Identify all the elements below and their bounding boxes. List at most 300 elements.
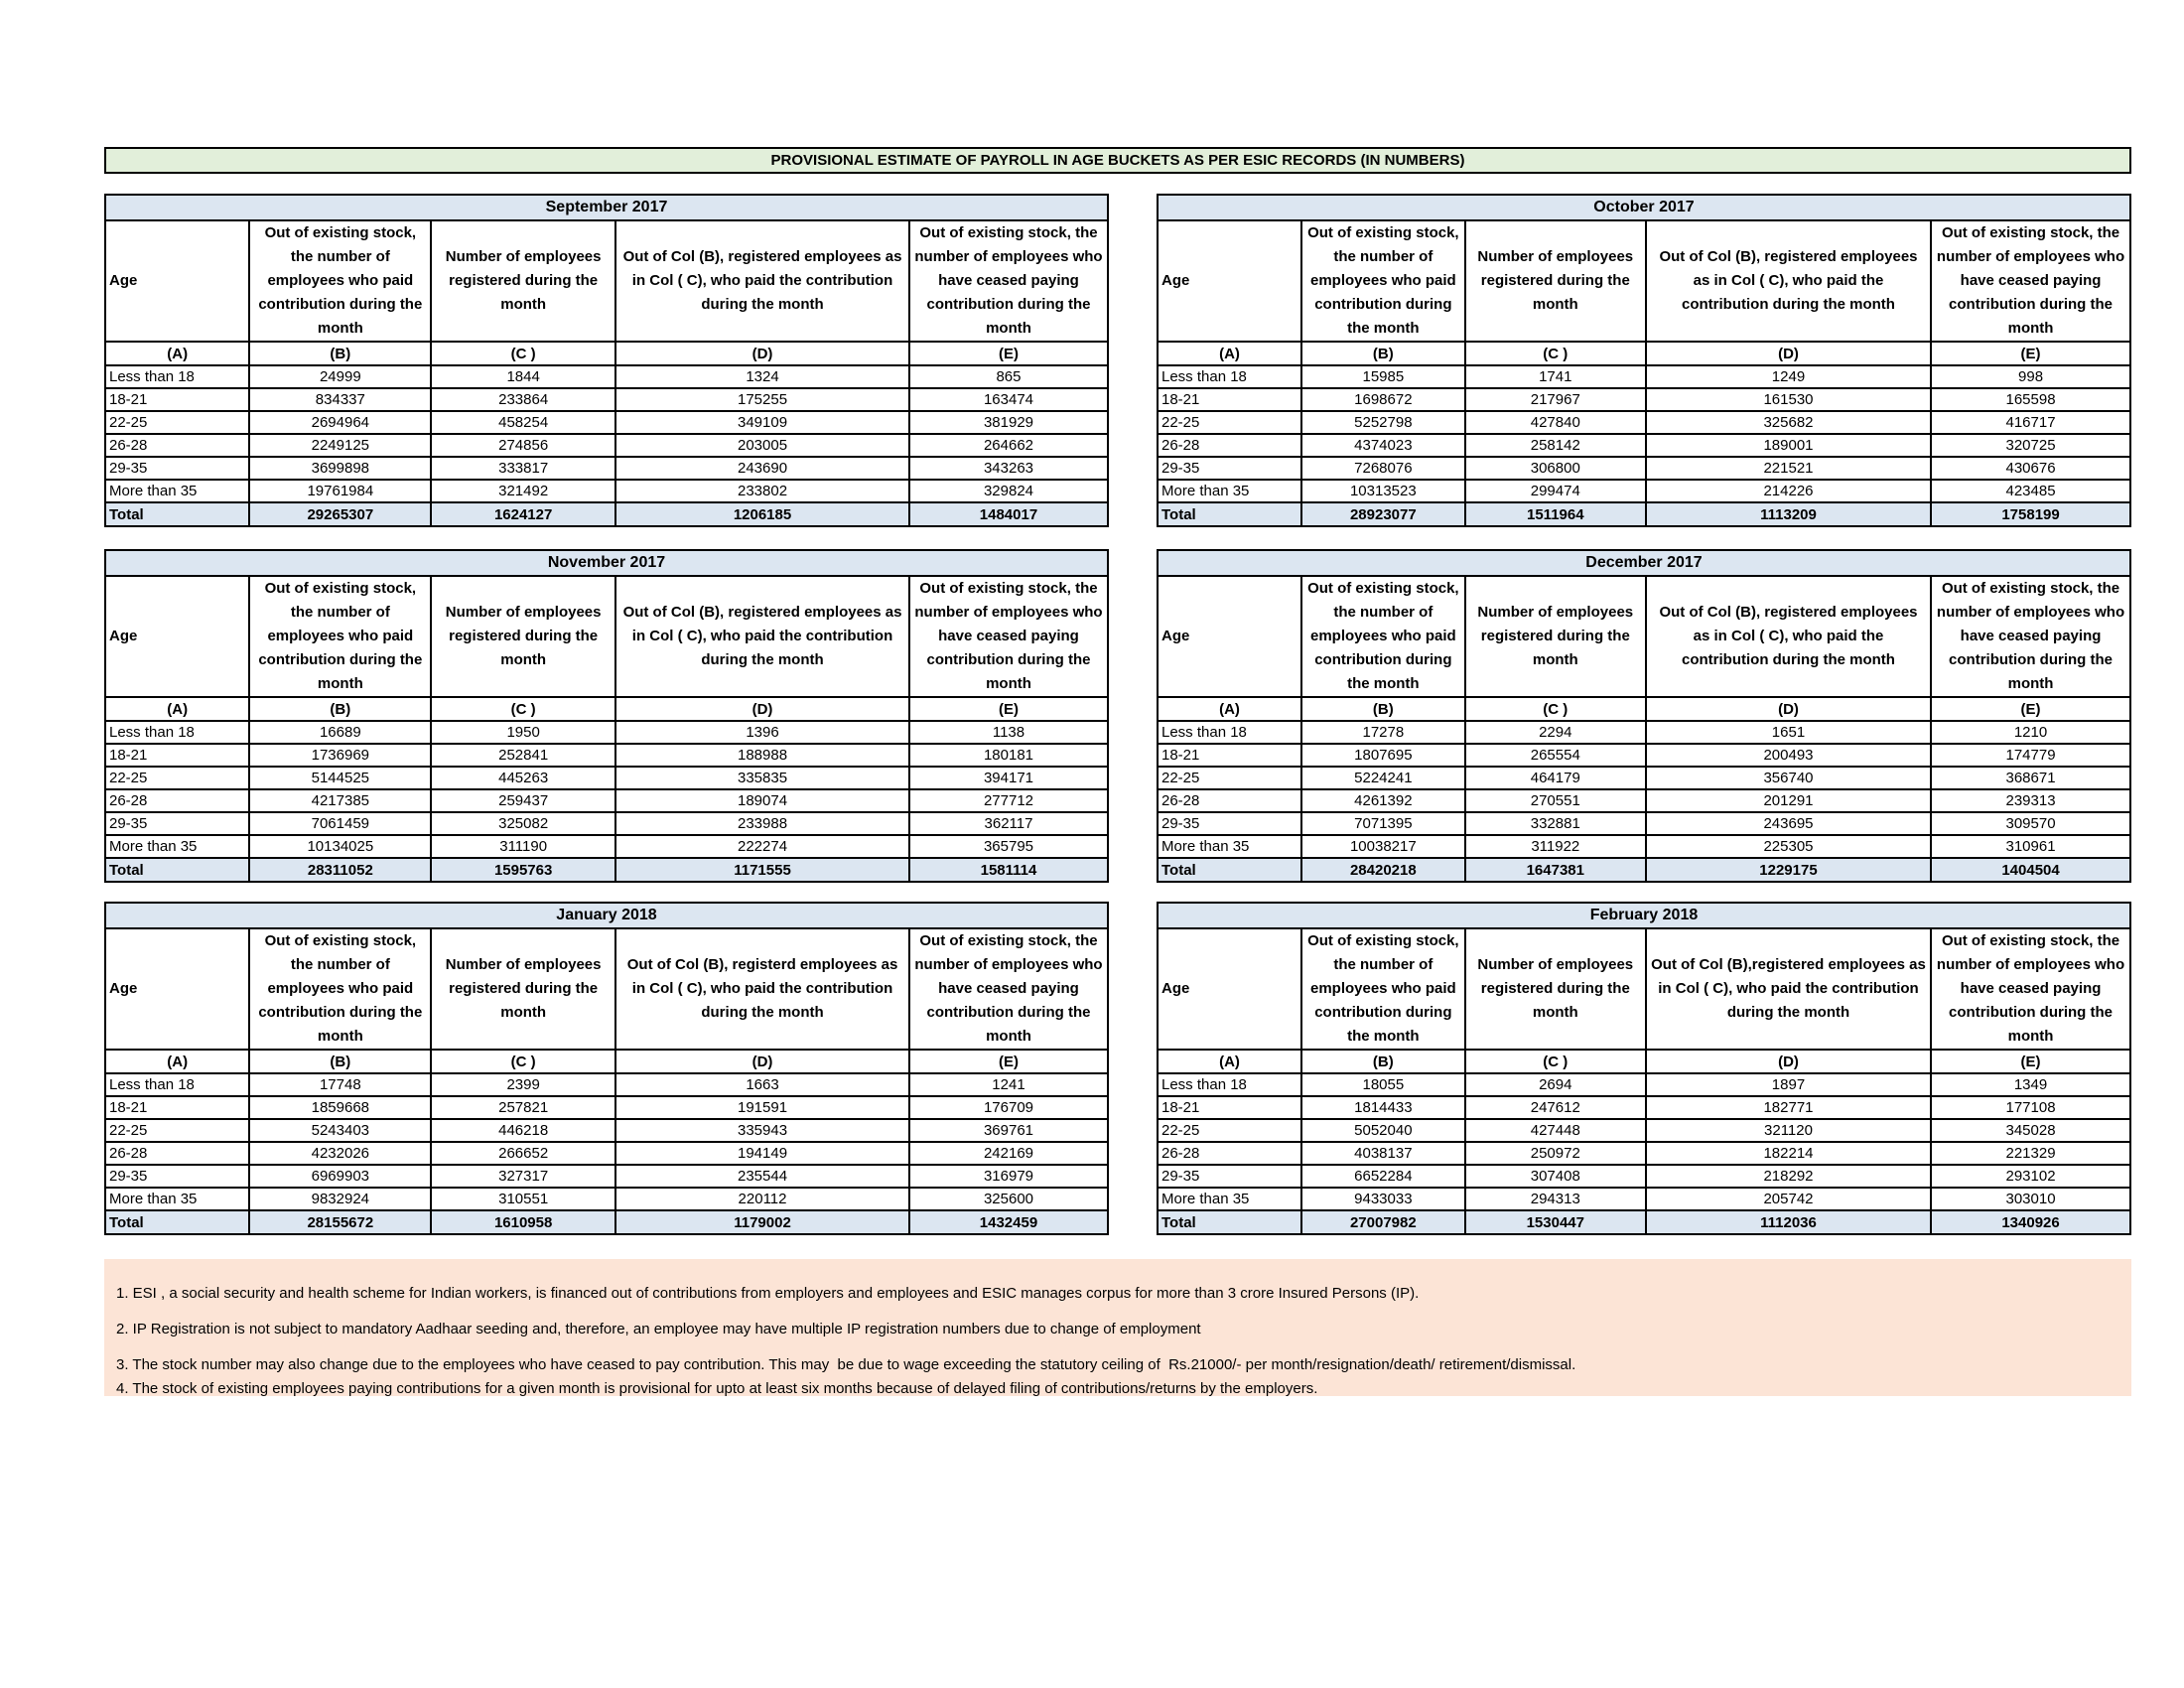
month-table-january-2018 (104, 902, 1109, 1235)
month-table-october-2017 (1157, 194, 2131, 527)
column-header-cell: Out of existing stock, the number of employees who paid contribution during the month (1301, 576, 1465, 697)
value-cell: 17748 (249, 1073, 431, 1096)
age-cell: 18-21 (105, 1096, 249, 1119)
value-cell: 19761984 (249, 480, 431, 502)
value-cell: 250972 (1465, 1142, 1646, 1165)
column-letters-row (105, 697, 1108, 721)
value-cell: 264662 (909, 434, 1108, 457)
age-cell: 18-21 (105, 388, 249, 411)
column-header-cell: Out of Col (B), registered employees as in Col ( C), who paid the contribution during the month (615, 576, 909, 697)
value-cell: 5052040 (1301, 1119, 1465, 1142)
column-letter-cell: (C ) (431, 697, 615, 721)
table-row (1158, 1119, 2130, 1142)
value-cell: 214226 (1646, 480, 1931, 502)
age-cell: 22-25 (105, 767, 249, 789)
total-label-cell: Total (105, 858, 249, 882)
value-cell: 233988 (615, 812, 909, 835)
total-row (1158, 1210, 2130, 1234)
value-cell: 233864 (431, 388, 615, 411)
value-cell: 4374023 (1301, 434, 1465, 457)
age-cell: 22-25 (1158, 411, 1301, 434)
value-cell: 24999 (249, 365, 431, 388)
column-headers-row (105, 220, 1108, 342)
value-cell: 194149 (615, 1142, 909, 1165)
total-value-cell: 28155672 (249, 1210, 431, 1234)
month-header: December 2017 (1158, 550, 2130, 576)
total-value-cell: 1404504 (1931, 858, 2130, 882)
value-cell: 2294 (1465, 721, 1646, 744)
value-cell: 369761 (909, 1119, 1108, 1142)
month-header: January 2018 (105, 903, 1108, 928)
value-cell: 218292 (1646, 1165, 1931, 1188)
value-cell: 325682 (1646, 411, 1931, 434)
value-cell: 243690 (615, 457, 909, 480)
value-cell: 430676 (1931, 457, 2130, 480)
table-row (1158, 721, 2130, 744)
month-header: February 2018 (1158, 903, 2130, 928)
total-value-cell: 28311052 (249, 858, 431, 882)
column-letter-cell: (D) (1646, 1050, 1931, 1073)
value-cell: 4232026 (249, 1142, 431, 1165)
value-cell: 243695 (1646, 812, 1931, 835)
value-cell: 332881 (1465, 812, 1646, 835)
value-cell: 362117 (909, 812, 1108, 835)
age-cell: Less than 18 (1158, 1073, 1301, 1096)
total-value-cell: 1595763 (431, 858, 615, 882)
column-letter-cell: (D) (1646, 342, 1931, 365)
column-header-cell: Out of existing stock, the number of employees who paid contribution during the month (249, 928, 431, 1050)
value-cell: 7268076 (1301, 457, 1465, 480)
age-cell: 26-28 (1158, 1142, 1301, 1165)
value-cell: 423485 (1931, 480, 2130, 502)
value-cell: 356740 (1646, 767, 1931, 789)
month-title-row (1158, 195, 2130, 220)
value-cell: 5252798 (1301, 411, 1465, 434)
age-cell: 26-28 (1158, 789, 1301, 812)
column-header-cell: Age (1158, 576, 1301, 697)
total-value-cell: 1624127 (431, 502, 615, 526)
age-cell: 18-21 (1158, 388, 1301, 411)
age-cell: 18-21 (105, 744, 249, 767)
total-value-cell: 1484017 (909, 502, 1108, 526)
month-table (1157, 902, 2131, 1235)
table-row (105, 1188, 1108, 1210)
value-cell: 1844 (431, 365, 615, 388)
value-cell: 191591 (615, 1096, 909, 1119)
total-row (1158, 502, 2130, 526)
column-letters-row (105, 1050, 1108, 1073)
value-cell: 329824 (909, 480, 1108, 502)
column-header-cell: Out of existing stock, the number of employees who paid contribution during the month (249, 220, 431, 342)
value-cell: 464179 (1465, 767, 1646, 789)
column-header-cell: Out of Col (B),registered employees as in Col ( C), who paid the contribution during the month (1646, 928, 1931, 1050)
total-value-cell: 1340926 (1931, 1210, 2130, 1234)
column-header-cell: Out of existing stock, the number of employees who paid contribution during the month (249, 576, 431, 697)
month-table (104, 902, 1109, 1235)
value-cell: 349109 (615, 411, 909, 434)
month-table-december-2017 (1157, 549, 2131, 883)
value-cell: 205742 (1646, 1188, 1931, 1210)
value-cell: 9433033 (1301, 1188, 1465, 1210)
month-table-february-2018 (1157, 902, 2131, 1235)
value-cell: 1814433 (1301, 1096, 1465, 1119)
total-row (105, 858, 1108, 882)
value-cell: 163474 (909, 388, 1108, 411)
age-cell: 26-28 (105, 1142, 249, 1165)
value-cell: 310551 (431, 1188, 615, 1210)
month-title-row (1158, 903, 2130, 928)
column-header-cell: Out of existing stock, the number of employees who paid contribution during the month (1301, 220, 1465, 342)
note-line: 2. IP Registration is not subject to mandatory Aadhaar seeding and, therefore, an employee may have multiple IP registration numbers due to change of employment (116, 1321, 1201, 1337)
note-line: 3. The stock number may also change due to the employees who have ceased to pay contribution. This may be due to wage exceeding the statutory ceiling of Rs.21000/- per month/resignation/death/ retirement/dismissal. (116, 1356, 1576, 1373)
age-cell: 26-28 (105, 789, 249, 812)
value-cell: 180181 (909, 744, 1108, 767)
table-row (105, 434, 1108, 457)
column-letters-row (105, 342, 1108, 365)
month-title-row (105, 903, 1108, 928)
value-cell: 266652 (431, 1142, 615, 1165)
value-cell: 458254 (431, 411, 615, 434)
table-row (105, 744, 1108, 767)
column-letters-row (1158, 697, 2130, 721)
value-cell: 18055 (1301, 1073, 1465, 1096)
value-cell: 327317 (431, 1165, 615, 1188)
column-letter-cell: (C ) (1465, 342, 1646, 365)
month-table (104, 549, 1109, 883)
value-cell: 5144525 (249, 767, 431, 789)
age-cell: Less than 18 (105, 365, 249, 388)
value-cell: 368671 (1931, 767, 2130, 789)
value-cell: 200493 (1646, 744, 1931, 767)
value-cell: 1210 (1931, 721, 2130, 744)
value-cell: 5224241 (1301, 767, 1465, 789)
value-cell: 175255 (615, 388, 909, 411)
value-cell: 325082 (431, 812, 615, 835)
value-cell: 394171 (909, 767, 1108, 789)
value-cell: 189001 (1646, 434, 1931, 457)
column-headers-row (105, 928, 1108, 1050)
value-cell: 311190 (431, 835, 615, 858)
value-cell: 177108 (1931, 1096, 2130, 1119)
column-letter-cell: (B) (249, 342, 431, 365)
age-cell: More than 35 (105, 480, 249, 502)
column-header-cell: Out of existing stock, the number of employees who paid contribution during the month (1301, 928, 1465, 1050)
total-value-cell: 1112036 (1646, 1210, 1931, 1234)
column-letter-cell: (B) (1301, 697, 1465, 721)
value-cell: 10313523 (1301, 480, 1465, 502)
column-letter-cell: (C ) (1465, 1050, 1646, 1073)
value-cell: 247612 (1465, 1096, 1646, 1119)
total-value-cell: 1581114 (909, 858, 1108, 882)
column-letter-cell: (B) (1301, 1050, 1465, 1073)
value-cell: 320725 (1931, 434, 2130, 457)
total-value-cell: 1758199 (1931, 502, 2130, 526)
value-cell: 1249 (1646, 365, 1931, 388)
value-cell: 201291 (1646, 789, 1931, 812)
column-header-cell: Out of existing stock, the number of employees who have ceased paying contribution during the month (909, 576, 1108, 697)
column-header-cell: Out of existing stock, the number of employees who have ceased paying contribution during the month (1931, 220, 2130, 342)
value-cell: 17278 (1301, 721, 1465, 744)
column-headers-row (105, 576, 1108, 697)
column-header-cell: Number of employees registered during the month (1465, 220, 1646, 342)
value-cell: 189074 (615, 789, 909, 812)
column-letter-cell: (E) (909, 1050, 1108, 1073)
value-cell: 1138 (909, 721, 1108, 744)
age-cell: 22-25 (1158, 1119, 1301, 1142)
value-cell: 445263 (431, 767, 615, 789)
value-cell: 252841 (431, 744, 615, 767)
month-table (104, 194, 1109, 527)
table-row (105, 1142, 1108, 1165)
column-letter-cell: (D) (615, 697, 909, 721)
value-cell: 188988 (615, 744, 909, 767)
value-cell: 3699898 (249, 457, 431, 480)
month-header: October 2017 (1158, 195, 2130, 220)
column-headers-row (1158, 928, 2130, 1050)
age-cell: Less than 18 (105, 1073, 249, 1096)
month-table (1157, 549, 2131, 883)
total-value-cell: 1179002 (615, 1210, 909, 1234)
table-row (105, 365, 1108, 388)
note-line: 1. ESI , a social security and health scheme for Indian workers, is financed out of contributions from employers and employees and ESIC manages corpus for more than 3 crore Insured Persons (IP). (116, 1285, 1420, 1302)
table-row (1158, 480, 2130, 502)
table-row (105, 1073, 1108, 1096)
value-cell: 4038137 (1301, 1142, 1465, 1165)
value-cell: 1807695 (1301, 744, 1465, 767)
total-value-cell: 28923077 (1301, 502, 1465, 526)
value-cell: 225305 (1646, 835, 1931, 858)
value-cell: 1349 (1931, 1073, 2130, 1096)
value-cell: 15985 (1301, 365, 1465, 388)
value-cell: 2249125 (249, 434, 431, 457)
table-row (105, 789, 1108, 812)
column-header-cell: Out of existing stock, the number of employees who have ceased paying contribution during the month (1931, 928, 2130, 1050)
table-row (1158, 388, 2130, 411)
value-cell: 203005 (615, 434, 909, 457)
value-cell: 427840 (1465, 411, 1646, 434)
month-table-november-2017 (104, 549, 1109, 883)
column-letter-cell: (E) (1931, 697, 2130, 721)
value-cell: 259437 (431, 789, 615, 812)
table-row (1158, 744, 2130, 767)
value-cell: 299474 (1465, 480, 1646, 502)
column-letter-cell: (C ) (431, 342, 615, 365)
table-row (105, 721, 1108, 744)
value-cell: 310961 (1931, 835, 2130, 858)
value-cell: 16689 (249, 721, 431, 744)
table-row (1158, 365, 2130, 388)
age-cell: 18-21 (1158, 744, 1301, 767)
total-value-cell: 29265307 (249, 502, 431, 526)
value-cell: 2399 (431, 1073, 615, 1096)
value-cell: 1663 (615, 1073, 909, 1096)
age-cell: 26-28 (105, 434, 249, 457)
age-cell: 29-35 (105, 1165, 249, 1188)
column-letter-cell: (E) (1931, 342, 2130, 365)
column-letter-cell: (E) (909, 697, 1108, 721)
column-letter-cell: (B) (249, 1050, 431, 1073)
value-cell: 1859668 (249, 1096, 431, 1119)
table-row (105, 411, 1108, 434)
value-cell: 1741 (1465, 365, 1646, 388)
value-cell: 335943 (615, 1119, 909, 1142)
table-row (105, 767, 1108, 789)
value-cell: 998 (1931, 365, 2130, 388)
value-cell: 1324 (615, 365, 909, 388)
value-cell: 2694964 (249, 411, 431, 434)
column-letter-cell: (A) (105, 342, 249, 365)
age-cell: More than 35 (1158, 1188, 1301, 1210)
column-letter-cell: (D) (615, 1050, 909, 1073)
value-cell: 4261392 (1301, 789, 1465, 812)
table-row (1158, 1188, 2130, 1210)
value-cell: 274856 (431, 434, 615, 457)
table-row (1158, 1073, 2130, 1096)
value-cell: 307408 (1465, 1165, 1646, 1188)
value-cell: 309570 (1931, 812, 2130, 835)
table-row (105, 812, 1108, 835)
column-header-cell: Age (1158, 928, 1301, 1050)
table-row (1158, 835, 2130, 858)
column-header-cell: Out of Col (B), registered employees as in Col ( C), who paid the contribution during the month (1646, 576, 1931, 697)
table-row (1158, 767, 2130, 789)
table-row (105, 480, 1108, 502)
value-cell: 233802 (615, 480, 909, 502)
total-value-cell: 1511964 (1465, 502, 1646, 526)
value-cell: 221521 (1646, 457, 1931, 480)
age-cell: 22-25 (1158, 767, 1301, 789)
column-letter-cell: (A) (105, 697, 249, 721)
table-row (1158, 789, 2130, 812)
value-cell: 294313 (1465, 1188, 1646, 1210)
total-label-cell: Total (1158, 1210, 1301, 1234)
value-cell: 161530 (1646, 388, 1931, 411)
column-letter-cell: (E) (1931, 1050, 2130, 1073)
value-cell: 381929 (909, 411, 1108, 434)
column-header-cell: Out of existing stock, the number of employees who have ceased paying contribution during the month (909, 928, 1108, 1050)
table-row (1158, 457, 2130, 480)
total-label-cell: Total (1158, 858, 1301, 882)
value-cell: 7071395 (1301, 812, 1465, 835)
value-cell: 345028 (1931, 1119, 2130, 1142)
value-cell: 257821 (431, 1096, 615, 1119)
age-cell: 26-28 (1158, 434, 1301, 457)
value-cell: 1698672 (1301, 388, 1465, 411)
value-cell: 242169 (909, 1142, 1108, 1165)
column-header-cell: Out of Col (B), registered employees as in Col ( C), who paid the contribution during the month (1646, 220, 1931, 342)
column-header-cell: Number of employees registered during the month (1465, 576, 1646, 697)
page-title: PROVISIONAL ESTIMATE OF PAYROLL IN AGE BUCKETS AS PER ESIC RECORDS (IN NUMBERS) (104, 147, 2131, 174)
total-value-cell: 27007982 (1301, 1210, 1465, 1234)
total-value-cell: 1610958 (431, 1210, 615, 1234)
month-header: September 2017 (105, 195, 1108, 220)
table-row (105, 1096, 1108, 1119)
value-cell: 220112 (615, 1188, 909, 1210)
total-row (1158, 858, 2130, 882)
value-cell: 217967 (1465, 388, 1646, 411)
value-cell: 270551 (1465, 789, 1646, 812)
table-row (105, 457, 1108, 480)
value-cell: 311922 (1465, 835, 1646, 858)
column-letter-cell: (B) (1301, 342, 1465, 365)
value-cell: 7061459 (249, 812, 431, 835)
age-cell: 22-25 (105, 1119, 249, 1142)
value-cell: 321492 (431, 480, 615, 502)
value-cell: 1736969 (249, 744, 431, 767)
column-letter-cell: (D) (615, 342, 909, 365)
value-cell: 365795 (909, 835, 1108, 858)
month-table (1157, 194, 2131, 527)
age-cell: More than 35 (1158, 480, 1301, 502)
value-cell: 4217385 (249, 789, 431, 812)
table-row (1158, 1142, 2130, 1165)
value-cell: 174779 (1931, 744, 2130, 767)
column-headers-row (1158, 220, 2130, 342)
value-cell: 427448 (1465, 1119, 1646, 1142)
value-cell: 335835 (615, 767, 909, 789)
table-row (1158, 1165, 2130, 1188)
age-cell: 29-35 (1158, 812, 1301, 835)
column-header-cell: Out of existing stock, the number of employees who have ceased paying contribution during the month (909, 220, 1108, 342)
column-header-cell: Out of existing stock, the number of employees who have ceased paying contribution during the month (1931, 576, 2130, 697)
value-cell: 10038217 (1301, 835, 1465, 858)
column-letters-row (1158, 1050, 2130, 1073)
table-row (1158, 434, 2130, 457)
column-header-cell: Number of employees registered during the month (1465, 928, 1646, 1050)
age-cell: More than 35 (105, 835, 249, 858)
total-row (105, 1210, 1108, 1234)
month-header: November 2017 (105, 550, 1108, 576)
value-cell: 6652284 (1301, 1165, 1465, 1188)
table-row (1158, 812, 2130, 835)
age-cell: 29-35 (1158, 457, 1301, 480)
age-cell: Less than 18 (1158, 721, 1301, 744)
value-cell: 293102 (1931, 1165, 2130, 1188)
column-letter-cell: (A) (1158, 1050, 1301, 1073)
value-cell: 2694 (1465, 1073, 1646, 1096)
age-cell: 29-35 (105, 812, 249, 835)
value-cell: 182214 (1646, 1142, 1931, 1165)
column-header-cell: Number of employees registered during the month (431, 576, 615, 697)
month-title-row (105, 550, 1108, 576)
total-value-cell: 1229175 (1646, 858, 1931, 882)
age-cell: Less than 18 (1158, 365, 1301, 388)
table-row (105, 835, 1108, 858)
table-row (105, 388, 1108, 411)
total-label-cell: Total (105, 1210, 249, 1234)
value-cell: 316979 (909, 1165, 1108, 1188)
column-header-cell: Out of Col (B), registerd employees as in Col ( C), who paid the contribution during the month (615, 928, 909, 1050)
column-letter-cell: (A) (105, 1050, 249, 1073)
table-row (1158, 1096, 2130, 1119)
total-row (105, 502, 1108, 526)
value-cell: 321120 (1646, 1119, 1931, 1142)
value-cell: 306800 (1465, 457, 1646, 480)
column-letters-row (1158, 342, 2130, 365)
age-cell: 22-25 (105, 411, 249, 434)
table-row (105, 1119, 1108, 1142)
column-header-cell: Age (105, 220, 249, 342)
note-line: 4. The stock of existing employees paying contributions for a given month is provisional for upto at least six months because of delayed filing of contributions/returns by the employers. (116, 1380, 1318, 1397)
column-letter-cell: (D) (1646, 697, 1931, 721)
column-headers-row (1158, 576, 2130, 697)
value-cell: 834337 (249, 388, 431, 411)
value-cell: 235544 (615, 1165, 909, 1188)
total-label-cell: Total (1158, 502, 1301, 526)
age-cell: 29-35 (105, 457, 249, 480)
age-cell: 29-35 (1158, 1165, 1301, 1188)
value-cell: 165598 (1931, 388, 2130, 411)
